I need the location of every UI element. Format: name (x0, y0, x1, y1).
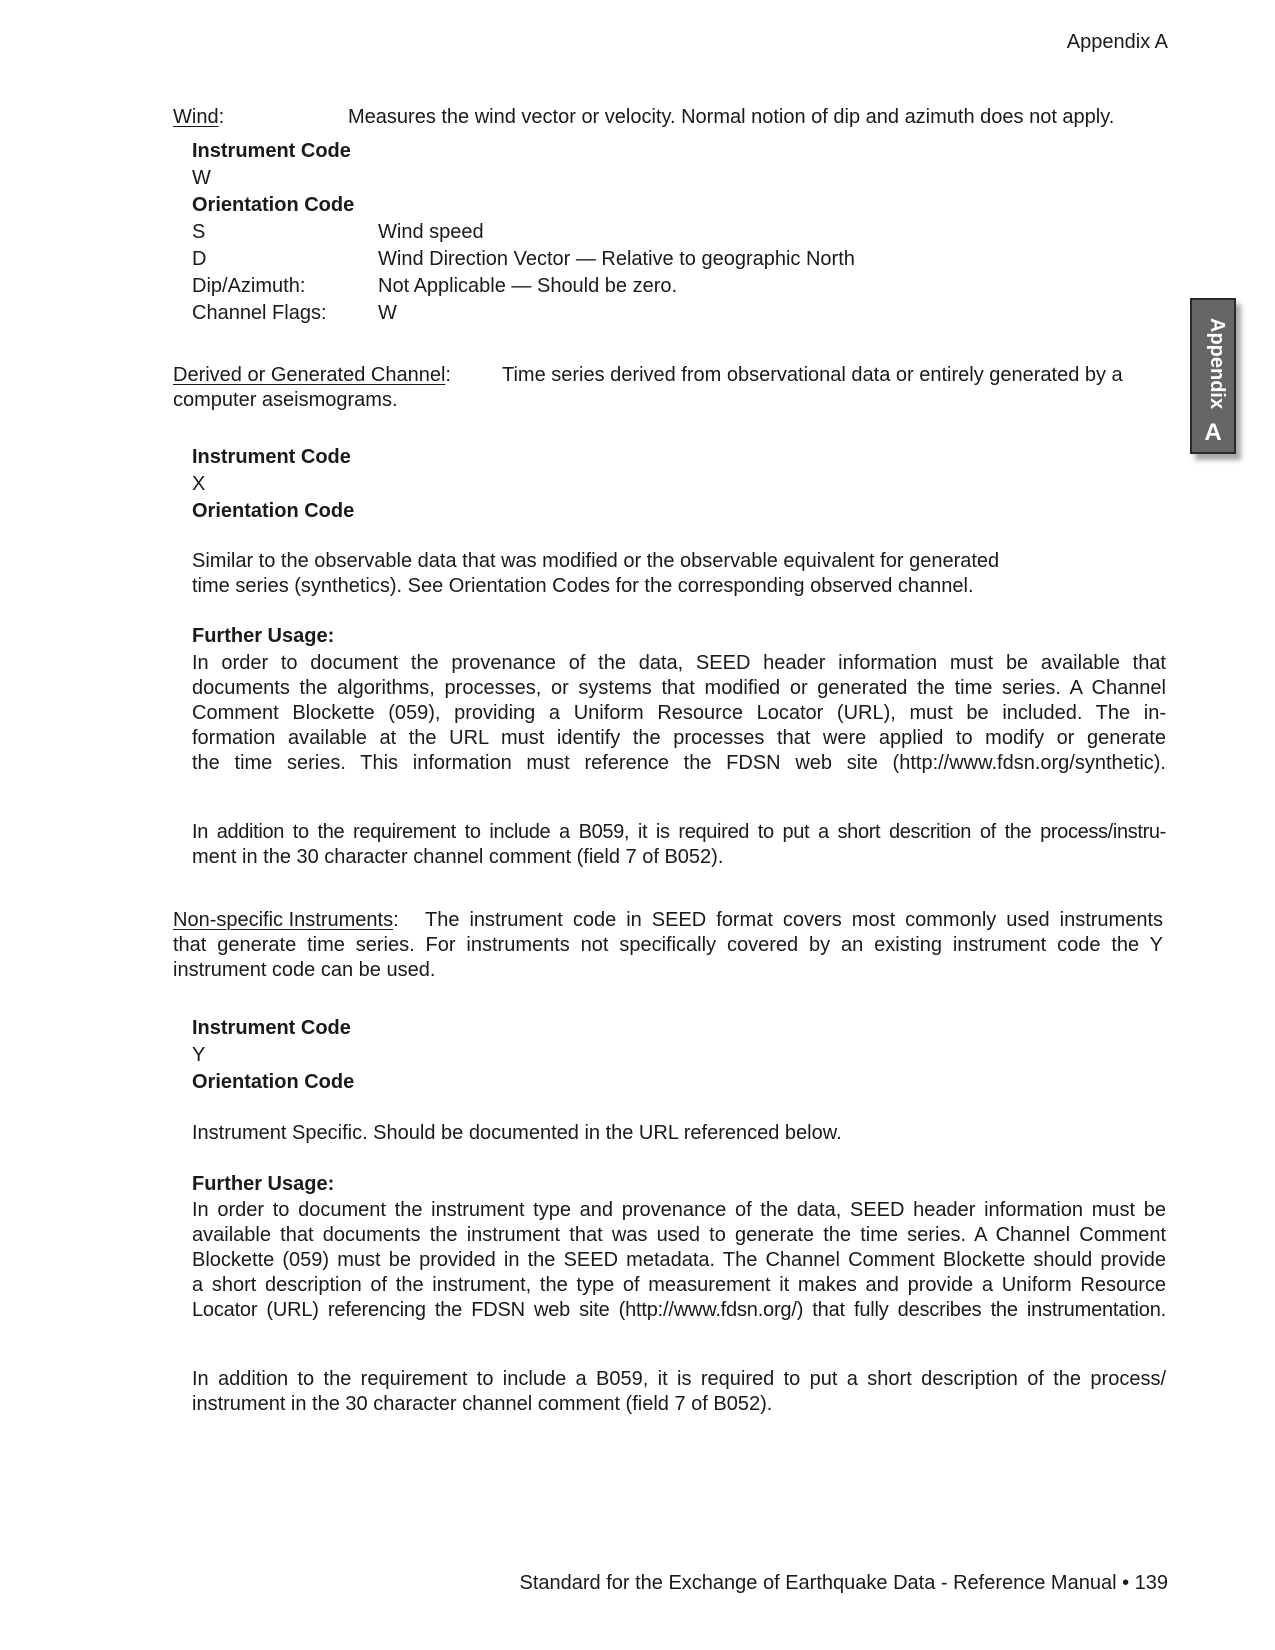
page-footer: Standard for the Exchange of Earthquake Data - Reference Manual • 139 (519, 1572, 1168, 1594)
wind-row-key: Dip/Azimuth: (192, 275, 306, 297)
nonspecific-orientation-code-label: Orientation Code (192, 1071, 355, 1093)
paragraph-line: Comment Blockette (059), providing a Uniform Resource Locator (URL), must be included. The in- (192, 702, 1166, 724)
derived-orientation-line1: Similar to the observable data that was modified or the observable equivalent for generated (192, 550, 1000, 572)
wind-description: Measures the wind vector or velocity. Normal notion of dip and azimuth does not apply. (348, 106, 1115, 128)
wind-row-value: Not Applicable — Should be zero. (378, 275, 678, 297)
nonspecific-instrument-code-label: Instrument Code (192, 1017, 351, 1039)
wind-instrument-code-value: W (192, 167, 211, 189)
paragraph-line: available that documents the instrument that was used to generate the time series. A Channel Comment (192, 1224, 1166, 1246)
derived-term-line (173, 363, 451, 388)
wind-term-line (173, 105, 224, 130)
wind-term: Wind (173, 106, 219, 128)
wind-instrument-code-label: Instrument Code (192, 140, 351, 162)
derived-usage-paragraph (192, 651, 1166, 776)
derived-instrument-code-value: X (192, 473, 206, 495)
appendix-side-tab (1190, 298, 1236, 454)
wind-row-value: W (378, 302, 397, 324)
paragraph-line: In addition to the requirement to include a B059, it is required to put a short descrition of the process/instru- (192, 821, 1166, 843)
wind-row-value: Wind Direction Vector — Relative to geographic North (378, 248, 855, 270)
derived-further-usage-label: Further Usage: (192, 625, 335, 647)
derived-addition-paragraph (192, 820, 1166, 870)
paragraph-line: In addition to the requirement to include a B059, it is required to put a short description of the process/ (192, 1368, 1166, 1390)
paragraph-line: a short description of the instrument, the type of measurement it makes and provide a Uniform Resource (192, 1274, 1166, 1296)
wind-row-key: S (192, 221, 206, 243)
derived-description-line2: computer aseismograms. (173, 389, 398, 411)
running-header: Appendix A (1066, 31, 1168, 53)
wind-row-key: Channel Flags: (192, 302, 327, 324)
nonspecific-orientation-text: Instrument Specific. Should be documented in the URL referenced below. (192, 1122, 842, 1144)
paragraph-line: Blockette (059) must be provided in the SEED metadata. The Channel Comment Blockette should provide (192, 1249, 1166, 1271)
paragraph-line: that generate time series. For instruments not specifically covered by an existing instrument code the Y (173, 934, 1163, 956)
paragraph-line: ment in the 30 character channel comment (field 7 of B052). (192, 846, 724, 868)
derived-term: Derived or Generated Channel (173, 364, 446, 386)
derived-instrument-code-label: Instrument Code (192, 446, 351, 468)
paragraph-line: the time series. This information must reference the FDSN web site (http://www.fdsn.org/synthetic). (192, 752, 1166, 774)
nonspecific-term-colon: : (393, 909, 399, 931)
wind-term-colon: : (218, 106, 225, 128)
wind-orientation-code-label: Orientation Code (192, 194, 355, 216)
paragraph-line: instrument in the 30 character channel comment (field 7 of B052). (192, 1393, 773, 1415)
nonspecific-instrument-code-value: Y (192, 1044, 206, 1066)
wind-row-key: D (192, 248, 207, 270)
wind-row-value: Wind speed (378, 221, 484, 243)
nonspecific-addition-paragraph (192, 1367, 1166, 1417)
derived-orientation-code-label: Orientation Code (192, 500, 355, 522)
paragraph-line: The instrument code in SEED format covers most commonly used instruments (425, 909, 1163, 931)
paragraph-line: instrument code can be used. (173, 959, 436, 981)
paragraph-line: formation available at the URL must identify the processes that were applied to modify or generate (192, 727, 1166, 749)
paragraph-line: In order to document the provenance of the data, SEED header information must be available that (192, 652, 1166, 674)
side-tab-word: Appendix (1206, 318, 1228, 410)
derived-description-line1: Time series derived from observational data or entirely generated by a (502, 364, 1123, 386)
nonspecific-intro-paragraph (173, 908, 1163, 983)
side-tab-letter: A (1204, 419, 1222, 446)
paragraph-line: documents the algorithms, processes, or systems that modified or generated the time series. A Channel (192, 677, 1166, 699)
paragraph-line: Locator (URL) referencing the FDSN web site (http://www.fdsn.org/) that fully describes the instrumentation. (192, 1299, 1166, 1321)
derived-orientation-line2: time series (synthetics). See Orientation Codes for the corresponding observed channel. (192, 575, 974, 597)
paragraph-line: In order to document the instrument type and provenance of the data, SEED header information must be (192, 1199, 1166, 1221)
nonspecific-further-usage-label: Further Usage: (192, 1173, 335, 1195)
derived-term-colon: : (445, 364, 451, 386)
nonspecific-usage-paragraph (192, 1198, 1166, 1323)
nonspecific-term: Non-specific Instruments (173, 909, 394, 931)
